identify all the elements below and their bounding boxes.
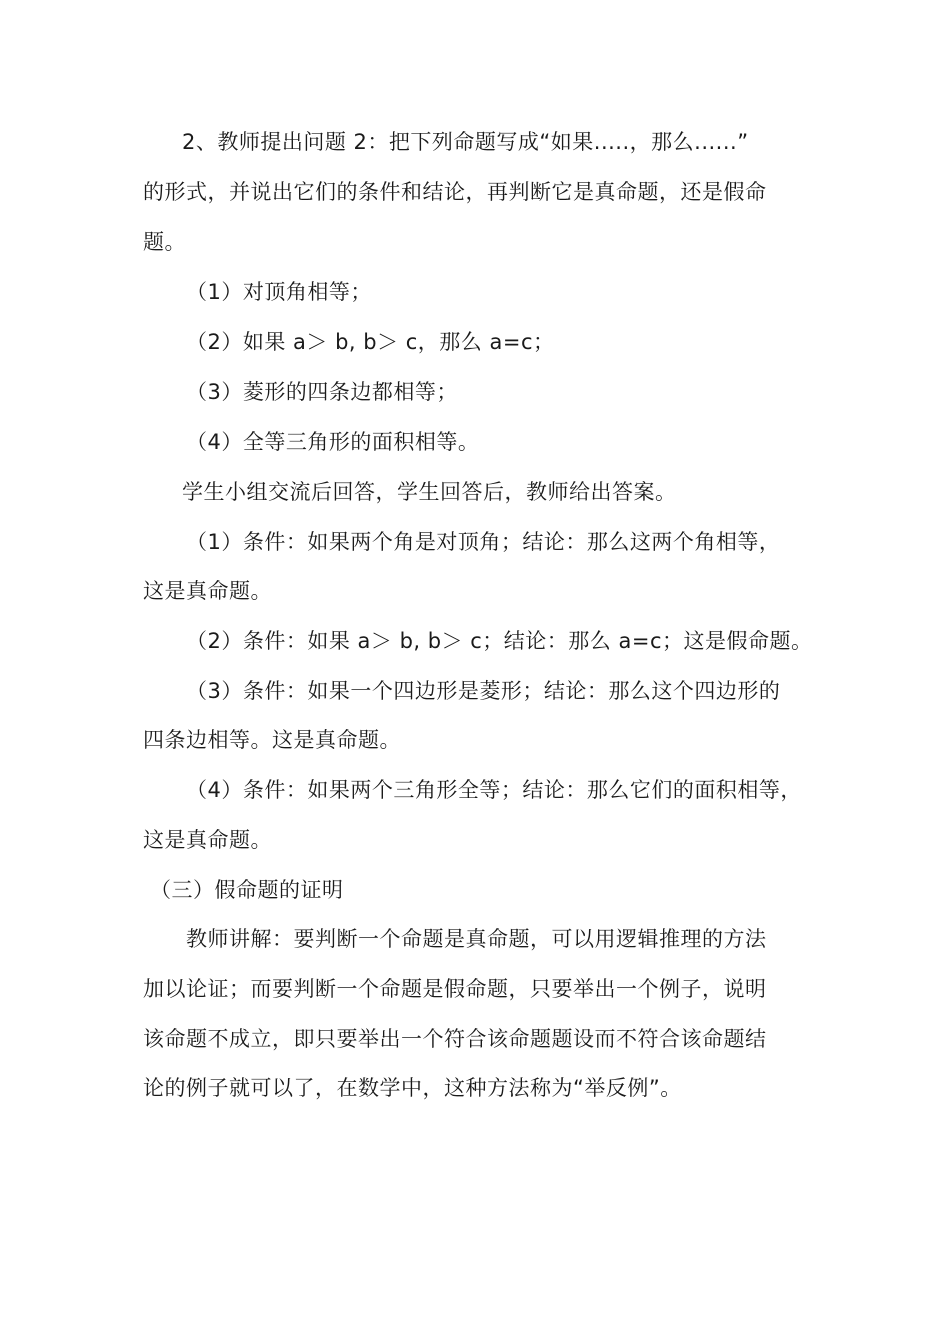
text-line: 加以论证；而要判断一个命题是假命题，只要举出一个例子，说明 xyxy=(143,977,767,1001)
text-line: 的形式，并说出它们的条件和结论，再判断它是真命题，还是假命 xyxy=(143,180,767,204)
text-line: （2）如果 a＞ b, b＞ c，那么 a=c； xyxy=(186,330,555,354)
text-line: （1）对顶角相等； xyxy=(186,280,372,304)
text-line: 学生小组交流后回答，学生回答后，教师给出答案。 xyxy=(182,480,677,504)
text-line: 该命题不成立，即只要举出一个符合该命题题设而不符合该命题结 xyxy=(143,1027,767,1051)
text-line: （3）菱形的四条边都相等； xyxy=(186,380,458,404)
text-line: 题。 xyxy=(143,230,186,254)
text-line: （2）条件：如果 a＞ b, b＞ c；结论：那么 a=c；这是假命题。 xyxy=(186,629,813,653)
text-line: （3）条件：如果一个四边形是菱形；结论：那么这个四边形的 xyxy=(186,679,781,703)
text-line: 2、教师提出问题 2：把下列命题写成“如果.....，那么......” xyxy=(182,130,749,154)
text-line: （1）条件：如果两个角是对顶角；结论：那么这两个角相等， xyxy=(186,530,781,554)
text-line: （4）条件：如果两个三角形全等；结论：那么它们的面积相等， xyxy=(186,778,802,802)
text-line: 教师讲解：要判断一个命题是真命题，可以用逻辑推理的方法 xyxy=(186,927,767,951)
section-heading: （三）假命题的证明 xyxy=(150,878,344,902)
text-line: 这是真命题。 xyxy=(143,579,272,603)
text-line: 四条边相等。这是真命题。 xyxy=(143,728,401,752)
text-line: 论的例子就可以了，在数学中，这种方法称为“举反例”。 xyxy=(143,1076,682,1100)
text-line: 这是真命题。 xyxy=(143,828,272,852)
text-line: （4）全等三角形的面积相等。 xyxy=(186,430,480,454)
